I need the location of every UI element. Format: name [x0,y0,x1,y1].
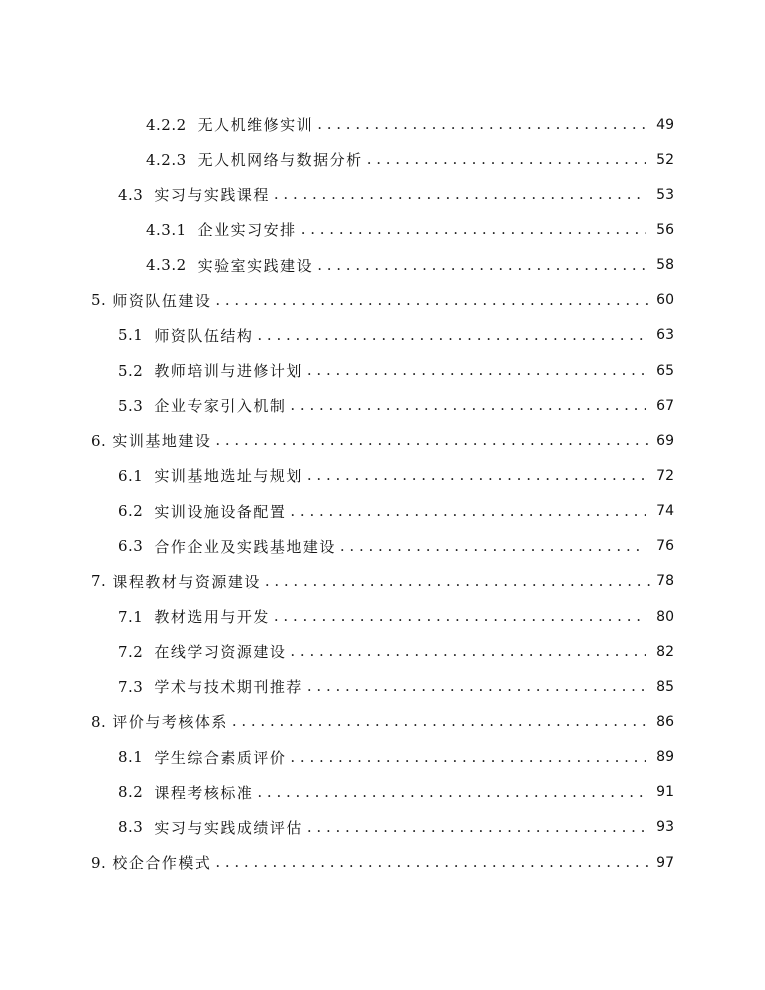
toc-entry-page: 89 [656,749,674,766]
toc-entry-7[interactable] [0,564,765,599]
toc-entry-page: 85 [656,678,674,695]
toc-entry-number: 4.3 [118,185,144,204]
toc-entry-number: 6.2 [118,502,144,521]
toc-entry-number: 6.3 [118,537,144,556]
toc-entry-page: 76 [656,538,674,555]
toc-entry-title: 实习与实践课程 [154,186,270,205]
toc-dot-leader [307,820,646,835]
toc-entry-page: 69 [656,432,674,449]
toc-entry-number: 4.2.3 [146,150,187,169]
toc-entry-4-3[interactable] [0,177,765,212]
toc-entry-8-3[interactable] [0,810,765,845]
toc-entry-page: 56 [656,221,674,238]
toc-entry-page: 93 [656,819,674,836]
toc-entry-page: 67 [656,397,674,414]
toc-dot-leader [290,750,646,765]
toc-entry-8-1[interactable] [0,740,765,775]
toc-dot-leader [307,468,646,483]
toc-entry-title: 教师培训与进修计划 [154,362,303,381]
toc-entry-page: 52 [656,151,674,168]
toc-dot-leader [301,222,646,237]
toc-dot-leader [367,152,646,167]
toc-entry-6-3[interactable] [0,529,765,564]
toc-entry-number: 8.3 [118,818,144,837]
toc-entry-number: 9. [91,853,107,872]
toc-entry-number: 4.3.2 [146,256,187,275]
toc-entry-5-3[interactable] [0,388,765,423]
toc-entry-title: 企业实习安排 [197,221,297,240]
toc-entry-7-2[interactable] [0,634,765,669]
toc-entry-page: 49 [656,116,674,133]
table-of-contents [0,107,765,880]
toc-entry-title: 师资队伍建设 [112,291,212,310]
toc-entry-page: 72 [656,467,674,484]
toc-entry-page: 86 [656,713,674,730]
toc-entry-number: 7. [91,572,107,591]
toc-entry-title: 评价与考核体系 [112,713,228,732]
toc-dot-leader [215,293,650,308]
toc-dot-leader [215,433,650,448]
toc-entry-page: 58 [656,257,674,274]
toc-dot-leader [265,574,650,589]
toc-entry-6-1[interactable] [0,458,765,493]
toc-entry-title: 学生综合素质评价 [154,748,287,767]
toc-dot-leader [290,398,646,413]
toc-entry-number: 6.1 [118,466,144,485]
toc-entry-page: 80 [656,608,674,625]
toc-entry-7-1[interactable] [0,599,765,634]
toc-entry-title: 课程考核标准 [154,783,254,802]
toc-entry-page: 63 [656,327,674,344]
toc-entry-page: 60 [656,292,674,309]
toc-entry-number: 5.3 [118,396,144,415]
toc-entry-6[interactable] [0,423,765,458]
toc-entry-4-3-1[interactable] [0,212,765,247]
toc-entry-5-1[interactable] [0,318,765,353]
toc-dot-leader [307,363,646,378]
toc-entry-number: 8.2 [118,783,144,802]
toc-dot-leader [290,644,646,659]
toc-entry-9[interactable] [0,845,765,880]
toc-entry-5-2[interactable] [0,353,765,388]
toc-entry-number: 6. [91,431,107,450]
toc-entry-page: 65 [656,362,674,379]
toc-dot-leader [317,258,646,273]
toc-dot-leader [290,504,646,519]
toc-entry-number: 4.3.1 [146,220,187,239]
toc-entry-page: 78 [656,573,674,590]
toc-dot-leader [232,714,650,729]
toc-entry-page: 53 [656,186,674,203]
toc-dot-leader [340,539,646,554]
toc-entry-title: 实验室实践建设 [197,256,314,275]
toc-entry-title: 校企合作模式 [112,854,212,873]
toc-entry-number: 7.3 [118,677,144,696]
toc-entry-4-2-3[interactable] [0,142,765,177]
toc-entry-page: 74 [656,503,674,520]
toc-entry-number: 7.2 [118,642,144,661]
toc-entry-5[interactable] [0,283,765,318]
toc-entry-page: 82 [656,643,674,660]
toc-dot-leader [307,679,646,694]
toc-entry-number: 5.2 [118,361,144,380]
toc-entry-number: 4.2.2 [146,115,187,134]
toc-entry-title: 教材选用与开发 [154,608,270,627]
toc-dot-leader [257,328,646,343]
toc-entry-title: 企业专家引入机制 [154,397,287,416]
toc-entry-title: 合作企业及实践基地建设 [154,537,336,556]
toc-entry-title: 学术与技术期刊推荐 [154,678,303,697]
toc-entry-number: 7.1 [118,607,144,626]
toc-entry-title: 实训基地选址与规划 [154,467,303,486]
toc-entry-title: 师资队伍结构 [154,326,254,345]
toc-entry-title: 无人机维修实训 [197,116,314,135]
toc-entry-title: 实训基地建设 [112,432,212,451]
toc-entry-title: 无人机网络与数据分析 [197,151,363,170]
toc-entry-title: 在线学习资源建设 [154,643,287,662]
toc-entry-4-3-2[interactable] [0,248,765,283]
toc-entry-8[interactable] [0,704,765,739]
toc-dot-leader [274,609,646,624]
toc-entry-number: 5. [91,291,107,310]
toc-dot-leader [274,187,646,202]
toc-entry-number: 5.1 [118,326,144,345]
toc-entry-number: 8. [91,712,107,731]
toc-dot-leader [317,117,646,132]
toc-entry-6-2[interactable] [0,494,765,529]
toc-entry-page: 97 [656,854,674,871]
toc-entry-8-2[interactable] [0,775,765,810]
toc-entry-7-3[interactable] [0,669,765,704]
toc-dot-leader [257,785,646,800]
toc-entry-title: 实习与实践成绩评估 [154,818,303,837]
toc-entry-number: 8.1 [118,748,144,767]
toc-entry-title: 课程教材与资源建设 [112,572,261,591]
toc-dot-leader [215,855,650,870]
toc-entry-4-2-2[interactable] [0,107,765,142]
toc-entry-title: 实训设施设备配置 [154,502,287,521]
toc-entry-page: 91 [656,784,674,801]
